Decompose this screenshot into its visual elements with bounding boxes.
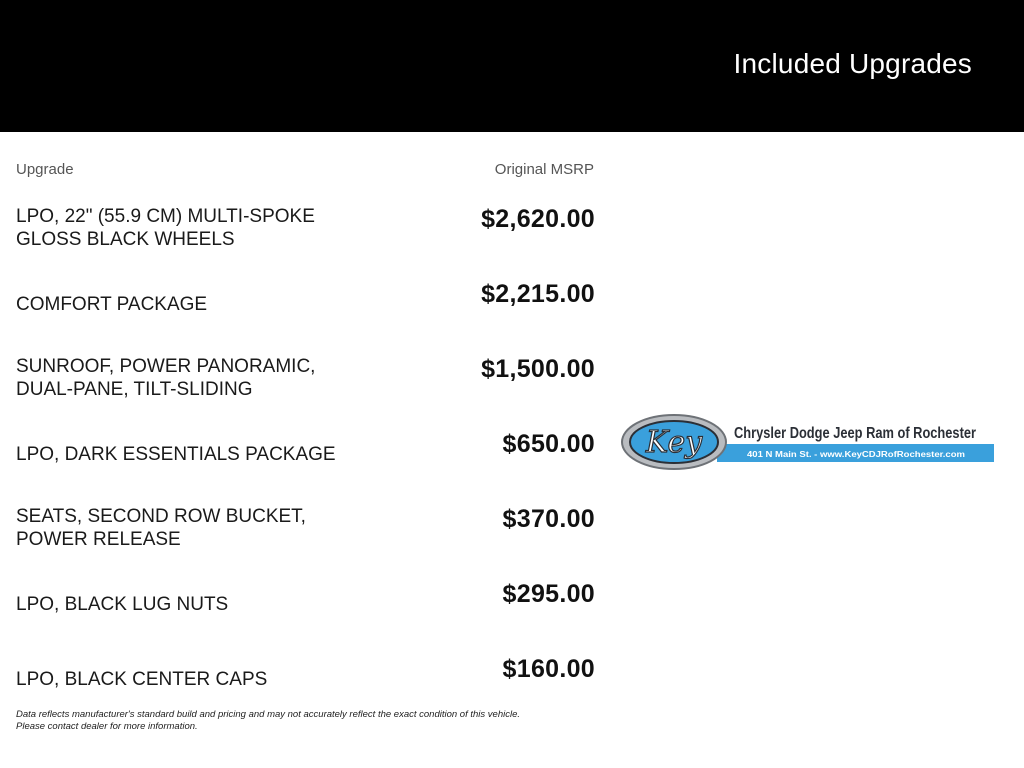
upgrade-name: LPO, BLACK CENTER CAPS [16, 669, 268, 690]
upgrade-price: $2,620.00 [481, 205, 595, 233]
upgrade-price: $160.00 [502, 655, 595, 683]
dealer-logo [622, 412, 994, 472]
upgrade-name: LPO, DARK ESSENTIALS PACKAGE [16, 444, 336, 465]
column-header-upgrade: Upgrade [16, 161, 74, 178]
disclaimer-line: Data reflects manufacturer's standard build and pricing and may not accurately reflect the exact condition of this vehicle. [16, 709, 520, 720]
upgrade-list [16, 195, 595, 720]
upgrade-price: $1,500.00 [481, 355, 595, 383]
column-header-msrp: Original MSRP [494, 161, 594, 178]
upgrade-row [16, 420, 595, 495]
upgrade-row [16, 570, 595, 645]
upgrade-price: $2,215.00 [481, 280, 595, 308]
upgrade-row [16, 270, 595, 345]
upgrade-name: SEATS, SECOND ROW BUCKET, POWER RELEASE [16, 506, 306, 550]
disclaimer [16, 709, 616, 733]
upgrade-price: $370.00 [502, 505, 595, 533]
logo-mark-text: Key [645, 425, 703, 460]
upgrade-name: SUNROOF, POWER PANORAMIC, DUAL-PANE, TILT-SLIDING [16, 356, 316, 400]
upgrade-row [16, 345, 595, 420]
page-title: Included Upgrades [733, 48, 972, 79]
upgrade-name: LPO, 22" (55.9 CM) MULTI-SPOKE GLOSS BLACK WHEELS [16, 206, 315, 250]
logo-dealer-address: 401 N Main St. - www.KeyCDJRofRochester.com [747, 450, 965, 459]
upgrade-price: $650.00 [502, 430, 595, 458]
disclaimer-line: Please contact dealer for more information. [16, 721, 198, 732]
upgrade-row [16, 495, 595, 570]
upgrade-name: COMFORT PACKAGE [16, 294, 208, 315]
upgrade-name: LPO, BLACK LUG NUTS [16, 594, 229, 615]
header-banner [0, 0, 1024, 132]
upgrade-price: $295.00 [502, 580, 595, 608]
upgrade-row [16, 195, 595, 270]
logo-dealer-name: Chrysler Dodge Jeep Ram of Rochester [734, 425, 976, 442]
dealer-logo-graphic [622, 412, 994, 472]
